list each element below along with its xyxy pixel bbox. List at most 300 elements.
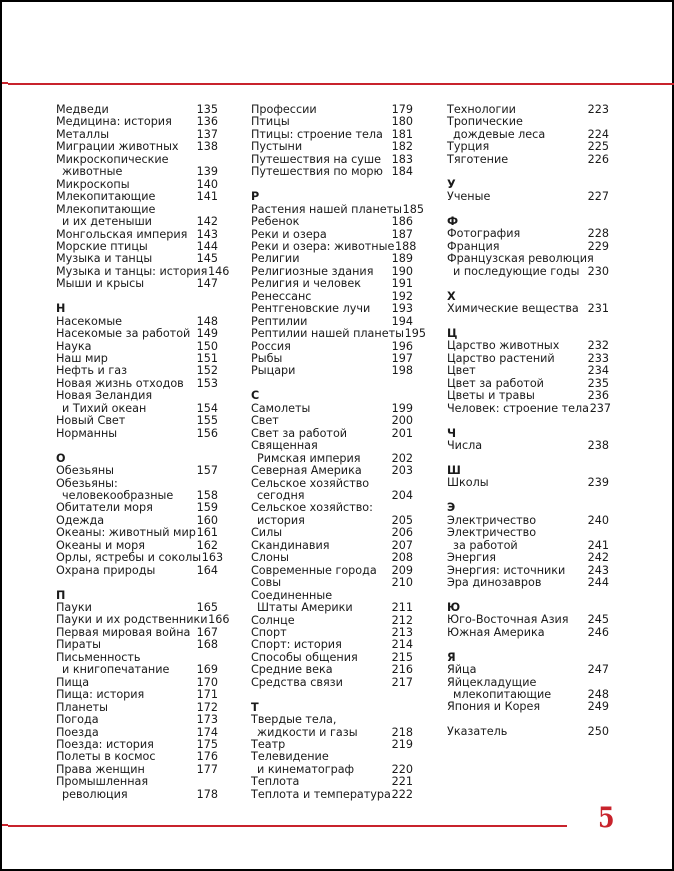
entry-page-number: 163 xyxy=(201,551,224,565)
entry-title: Миграции животных xyxy=(56,140,179,154)
toc-entry xyxy=(56,428,218,440)
entry-page-number: 196 xyxy=(391,339,413,353)
entry-page-number: 231 xyxy=(587,302,609,316)
entry-title: Первая мировая война xyxy=(56,625,191,639)
entry-title: Числа xyxy=(447,439,483,453)
entry-page-number: 204 xyxy=(391,488,413,502)
entry-title: Птицы xyxy=(251,115,290,129)
entry-page-number: 198 xyxy=(391,364,413,378)
entry-title: Океаны: животный мир xyxy=(56,526,196,540)
toc-section xyxy=(447,502,609,589)
entry-page-number: 200 xyxy=(391,414,413,428)
section-letter: Ч xyxy=(447,426,457,440)
entry-title: Пираты xyxy=(56,638,101,652)
entry-title: Планеты xyxy=(56,700,108,714)
toc-section xyxy=(56,103,230,291)
entry-title: Телевидение xyxy=(251,750,329,764)
entry-page-number: 239 xyxy=(587,476,609,490)
entry-title: Самолеты xyxy=(251,401,311,415)
entry-page-number: 172 xyxy=(196,700,218,714)
entry-page-number: 243 xyxy=(587,563,609,577)
entry-page-number: 179 xyxy=(391,103,413,116)
toc-section xyxy=(251,190,426,378)
entry-title: Пауки и их родственники xyxy=(56,613,208,627)
entry-page-number: 149 xyxy=(196,327,218,341)
entry-page-number: 155 xyxy=(196,414,218,428)
section-letter: Т xyxy=(251,700,259,714)
toc-entry xyxy=(56,689,218,701)
toc-entry xyxy=(447,726,609,738)
entry-title: Свет за работой xyxy=(251,426,348,440)
entry-title: Наука xyxy=(56,339,92,353)
entry-title: Силы xyxy=(251,526,283,540)
entry-title: Рыцари xyxy=(251,364,296,378)
entry-title: Свет xyxy=(251,414,279,428)
section-letter: Н xyxy=(56,302,66,316)
entry-title: Энергия xyxy=(447,551,496,565)
toc-entry xyxy=(56,551,224,565)
entry-title-continued: млекопитающие xyxy=(453,688,552,702)
toc-entry xyxy=(251,552,413,564)
toc-entry xyxy=(56,191,218,203)
entry-title: Пища: история xyxy=(56,688,145,702)
toc-entry xyxy=(251,327,426,341)
entry-page-number: 220 xyxy=(391,762,413,776)
entry-title-continued: животные xyxy=(62,165,123,179)
entry-title: Соединенные xyxy=(251,588,333,602)
toc-section xyxy=(447,104,609,166)
entry-title: Письменность xyxy=(56,650,141,664)
entry-page-number: 157 xyxy=(196,464,218,478)
toc-entry xyxy=(56,465,218,477)
page-number: 5 xyxy=(598,801,615,834)
entry-title: Ребенок xyxy=(251,215,300,229)
entry-title: Пустыни xyxy=(251,140,303,154)
entry-title: Технологии xyxy=(447,103,516,116)
toc-entry xyxy=(447,577,609,589)
entry-page-number: 237 xyxy=(589,401,612,415)
toc-entry xyxy=(447,154,609,166)
entry-page-number: 201 xyxy=(391,426,413,440)
toc-entry xyxy=(447,401,612,415)
toc-entry xyxy=(251,664,413,676)
entry-page-number: 150 xyxy=(196,339,218,353)
toc-entry xyxy=(251,639,413,651)
toc-section xyxy=(251,390,413,689)
entry-page-number: 145 xyxy=(196,252,218,266)
toc-entry xyxy=(56,204,218,229)
toc-entry xyxy=(251,478,413,503)
entry-title: Средства связи xyxy=(251,675,343,689)
entry-page-number: 203 xyxy=(391,464,413,478)
toc-entry xyxy=(56,390,218,415)
entry-page-number: 193 xyxy=(391,302,413,316)
entry-page-number: 225 xyxy=(587,140,609,154)
contents-column-1 xyxy=(56,103,230,814)
entry-page-number: 230 xyxy=(587,264,609,278)
toc-entry xyxy=(56,415,218,427)
entry-page-number: 233 xyxy=(587,351,609,365)
entry-title: Электричество xyxy=(447,526,537,540)
entry-page-number: 223 xyxy=(587,103,609,116)
section-letter: П xyxy=(56,588,66,602)
entry-title: Солнце xyxy=(251,613,295,627)
section-letter: О xyxy=(56,451,66,465)
entry-title: Цветы и травы xyxy=(447,389,535,403)
entry-page-number: 226 xyxy=(587,152,609,166)
toc-section xyxy=(447,465,609,490)
entry-title: Теплота и температура xyxy=(251,787,391,801)
entry-page-number: 136 xyxy=(196,115,218,129)
entry-title: Теплота xyxy=(251,775,300,789)
toc-section xyxy=(447,291,609,316)
entry-title: Микроскопы xyxy=(56,177,130,191)
entry-title: Новая Зеландия xyxy=(56,389,153,403)
entry-title: Пища xyxy=(56,675,90,689)
entry-title-continued: сегодня xyxy=(257,488,305,502)
entry-title: Млекопитающие xyxy=(56,202,156,216)
entry-page-number: 214 xyxy=(391,638,413,652)
entry-title-continued: история xyxy=(257,513,305,527)
toc-entry xyxy=(56,565,218,577)
entry-page-number: 144 xyxy=(196,239,218,253)
entry-title: Ренессанс xyxy=(251,289,312,303)
entry-page-number: 177 xyxy=(196,762,218,776)
toc-entry xyxy=(447,677,609,702)
entry-title: Россия xyxy=(251,339,291,353)
section-letter: Ш xyxy=(447,463,461,477)
entry-title: Медведи xyxy=(56,103,109,116)
toc-entry xyxy=(447,627,609,639)
entry-title: Электричество xyxy=(447,513,537,527)
entry-title: Яйца xyxy=(447,663,477,677)
toc-entry xyxy=(56,478,218,503)
entry-page-number: 210 xyxy=(391,576,413,590)
entry-title-continued: и их детеныши xyxy=(62,215,152,229)
toc-section xyxy=(251,702,413,802)
entry-title: Орлы, ястребы и соколы xyxy=(56,551,202,565)
toc-entry xyxy=(447,303,609,315)
entry-page-number: 152 xyxy=(196,364,218,378)
entry-title-continued: и книгопечатание xyxy=(62,663,170,677)
entry-page-number: 228 xyxy=(587,227,609,241)
toc-entry xyxy=(251,303,413,315)
entry-title: Обезьяны: xyxy=(56,476,118,490)
entry-title-continued: Римская империя xyxy=(257,451,361,465)
toc-section xyxy=(447,327,612,415)
entry-page-number: 248 xyxy=(587,688,609,702)
entry-page-number: 164 xyxy=(196,563,218,577)
toc-entry xyxy=(251,751,413,776)
entry-page-number: 146 xyxy=(208,264,230,278)
entry-title: Указатель xyxy=(447,725,508,739)
entry-title: Рыбы xyxy=(251,352,283,366)
entry-title: Наш мир xyxy=(56,352,108,366)
toc-entry xyxy=(447,191,609,203)
entry-title: Религиозные здания xyxy=(251,264,374,278)
toc-entry xyxy=(251,789,413,801)
entry-title: Музыка и танцы: история xyxy=(56,264,208,278)
toc-entry xyxy=(251,590,413,615)
entry-title: Фотография xyxy=(447,227,521,241)
entry-page-number: 151 xyxy=(196,352,218,366)
entry-title: Одежда xyxy=(56,513,105,527)
entry-page-number: 227 xyxy=(587,190,609,204)
entry-page-number: 247 xyxy=(587,663,609,677)
entry-title: Реки и озера xyxy=(251,227,327,241)
toc-entry xyxy=(56,639,218,651)
toc-entry xyxy=(251,253,413,265)
entry-page-number: 142 xyxy=(196,215,218,229)
toc-entry xyxy=(251,527,413,539)
toc-entry xyxy=(251,141,413,153)
entry-page-number: 217 xyxy=(391,675,413,689)
section-letter: У xyxy=(447,177,456,191)
toc-section xyxy=(447,428,609,453)
entry-title: Насекомые за работой xyxy=(56,327,191,341)
entry-page-number: 218 xyxy=(391,725,413,739)
entry-title: Полеты в космос xyxy=(56,750,156,764)
entry-page-number: 224 xyxy=(587,127,609,141)
entry-page-number: 175 xyxy=(196,738,218,752)
entry-title: Нефть и газ xyxy=(56,364,128,378)
entry-title: Религии xyxy=(251,252,300,266)
toc-entry xyxy=(251,278,413,290)
entry-title: Современные города xyxy=(251,563,377,577)
entry-page-number: 148 xyxy=(196,314,218,328)
entry-title-continued: и кинематограф xyxy=(257,762,355,776)
entry-page-number: 154 xyxy=(196,401,218,415)
entry-title: Рептилии нашей планеты xyxy=(251,327,404,341)
entry-title: Реки и озера: животные xyxy=(251,239,395,253)
entry-page-number: 176 xyxy=(196,750,218,764)
entry-title: Эра динозавров xyxy=(447,576,542,589)
entry-page-number: 206 xyxy=(391,526,413,540)
entry-title: Медицина: история xyxy=(56,115,172,129)
toc-entry xyxy=(56,328,218,340)
entry-page-number: 182 xyxy=(391,140,413,154)
toc-entry xyxy=(447,477,609,489)
entry-page-number: 216 xyxy=(391,663,413,677)
entry-page-number: 219 xyxy=(391,738,413,752)
toc-entry xyxy=(251,465,413,477)
entry-title: Царство растений xyxy=(447,351,555,365)
toc-entry xyxy=(251,440,413,465)
entry-title-continued: за работой xyxy=(453,538,518,552)
toc-section xyxy=(447,652,609,714)
entry-title-continued: и Тихий океан xyxy=(62,401,147,415)
entry-page-number: 207 xyxy=(391,538,413,552)
entry-page-number: 137 xyxy=(196,127,218,141)
entry-page-number: 178 xyxy=(196,787,218,801)
entry-title-continued: жидкости и газы xyxy=(257,725,358,739)
entry-title-continued: Штаты Америки xyxy=(257,601,353,615)
entry-page-number: 242 xyxy=(587,551,609,565)
entry-title: Металлы xyxy=(56,127,110,141)
entry-page-number: 213 xyxy=(391,625,413,639)
section-letter: Х xyxy=(447,289,456,303)
entry-title: Океаны и моря xyxy=(56,538,145,552)
toc-entry xyxy=(251,216,413,228)
entry-title: Театр xyxy=(251,738,286,752)
toc-entry xyxy=(56,154,218,179)
entry-page-number: 202 xyxy=(391,451,413,465)
entry-title-continued: революция xyxy=(62,787,128,801)
entry-page-number: 166 xyxy=(208,613,230,627)
toc-entry xyxy=(447,552,609,564)
toc-section xyxy=(447,216,609,278)
entry-page-number: 169 xyxy=(196,663,218,677)
toc-entry xyxy=(251,677,413,689)
entry-page-number: 141 xyxy=(196,190,218,204)
entry-title: Охрана природы xyxy=(56,563,156,577)
entry-title: Способы общения xyxy=(251,650,358,664)
entry-title: Средние века xyxy=(251,663,333,677)
entry-page-number: 245 xyxy=(587,613,609,627)
entry-page-number: 158 xyxy=(196,488,218,502)
entry-page-number: 165 xyxy=(196,601,218,615)
entry-page-number: 181 xyxy=(391,127,413,141)
entry-page-number: 161 xyxy=(196,526,218,540)
entry-page-number: 188 xyxy=(394,239,417,253)
entry-title: Монгольская империя xyxy=(56,227,188,241)
toc-entry xyxy=(447,365,609,377)
entry-title: Турция xyxy=(447,140,490,154)
entry-page-number: 232 xyxy=(587,339,609,353)
entry-page-number: 167 xyxy=(196,625,218,639)
entry-page-number: 173 xyxy=(196,713,218,727)
toc-section xyxy=(56,451,224,578)
entry-title: Морские птицы xyxy=(56,239,148,253)
entry-title: Путешествия по морю xyxy=(251,165,383,179)
toc-entry xyxy=(251,714,413,739)
entry-title: Юго-Восточная Азия xyxy=(447,613,569,627)
entry-title: Ученые xyxy=(447,190,491,204)
entry-title: Цвет xyxy=(447,364,476,378)
entry-page-number: 212 xyxy=(391,613,413,627)
toc-entry xyxy=(447,390,609,402)
entry-page-number: 250 xyxy=(587,725,609,739)
toc-entry xyxy=(251,166,413,178)
toc-section xyxy=(447,602,609,639)
entry-page-number: 135 xyxy=(196,103,218,116)
entry-page-number: 192 xyxy=(391,289,413,303)
entry-title: Пауки xyxy=(56,601,92,615)
section-letter: Ю xyxy=(447,600,461,614)
entry-title: Энергия: источники xyxy=(447,563,566,577)
entry-page-number: 174 xyxy=(196,725,218,739)
entry-title: Скандинавия xyxy=(251,538,330,552)
toc-entry xyxy=(56,652,218,677)
entry-title: Обитатели моря xyxy=(56,501,153,515)
entry-page-number: 189 xyxy=(391,252,413,266)
entry-page-number: 143 xyxy=(196,227,218,241)
toc-entry xyxy=(447,116,609,141)
section-letter: Я xyxy=(447,650,456,664)
entry-title: Растения нашей планеты xyxy=(251,202,403,216)
entry-title: Поезда xyxy=(56,725,99,739)
toc-entry xyxy=(56,278,218,290)
toc-entry xyxy=(251,415,413,427)
entry-page-number: 240 xyxy=(587,513,609,527)
entry-page-number: 246 xyxy=(587,625,609,639)
toc-entry xyxy=(447,440,609,452)
entry-title: Царство животных xyxy=(447,339,560,353)
entry-page-number: 190 xyxy=(391,264,413,278)
entry-title: Спорт: история xyxy=(251,638,342,652)
entry-title: Священная xyxy=(251,439,318,453)
entry-page-number: 197 xyxy=(391,352,413,366)
entry-title: Профессии xyxy=(251,103,317,116)
section-letter: С xyxy=(251,389,260,403)
entry-title: Микроскопические xyxy=(56,152,169,166)
entry-title: Новая жизнь отходов xyxy=(56,376,184,390)
toc-entry xyxy=(56,141,218,153)
entry-title: Права женщин xyxy=(56,762,145,776)
entry-title: Южная Америка xyxy=(447,625,545,639)
entry-page-number: 222 xyxy=(391,787,413,801)
entry-page-number: 241 xyxy=(587,538,609,552)
entry-title: Рентгеновские лучи xyxy=(251,302,371,316)
entry-page-number: 215 xyxy=(391,650,413,664)
entry-title: Тропические xyxy=(447,115,523,129)
toc-entry xyxy=(447,527,609,552)
entry-page-number: 170 xyxy=(196,675,218,689)
entry-page-number: 183 xyxy=(391,152,413,166)
entry-page-number: 171 xyxy=(196,688,218,702)
entry-title: Обезьяны xyxy=(56,464,115,478)
entry-title: Французская революция xyxy=(447,252,594,266)
section-letter: Э xyxy=(447,501,456,515)
entry-title: Сельское хозяйство xyxy=(251,476,370,490)
toc-entry xyxy=(56,714,218,726)
entry-title: Путешествия на суше xyxy=(251,152,381,166)
entry-page-number: 160 xyxy=(196,513,218,527)
entry-title: Цвет за работой xyxy=(447,376,544,390)
entry-page-number: 138 xyxy=(196,140,218,154)
entry-title-continued: дождевые леса xyxy=(453,127,546,141)
entry-title: Яйцекладущие xyxy=(447,675,537,689)
entry-title: Промышленная xyxy=(56,775,149,789)
entry-title: Сельское хозяйство: xyxy=(251,501,373,515)
entry-title: Поезда: история xyxy=(56,738,154,752)
entry-page-number: 153 xyxy=(196,376,218,390)
entry-page-number: 235 xyxy=(587,376,609,390)
entry-page-number: 185 xyxy=(402,202,425,216)
entry-page-number: 209 xyxy=(391,563,413,577)
entry-page-number: 162 xyxy=(196,538,218,552)
entry-page-number: 180 xyxy=(391,115,413,129)
entry-page-number: 211 xyxy=(391,601,413,615)
entry-title: Новый Свет xyxy=(56,414,126,428)
entry-page-number: 147 xyxy=(196,277,218,291)
entry-title: Мыши и крысы xyxy=(56,277,145,291)
toc-section xyxy=(56,588,230,802)
entry-page-number: 205 xyxy=(391,513,413,527)
section-letter: Р xyxy=(251,190,260,204)
entry-page-number: 191 xyxy=(391,277,413,291)
entry-title: Насекомые xyxy=(56,314,123,328)
section-letter: Ц xyxy=(447,327,458,341)
entry-title: Птицы: строение тела xyxy=(251,127,383,141)
entry-title-continued: и последующие годы xyxy=(453,264,580,278)
entry-title: Спорт xyxy=(251,625,287,639)
entry-title: Твердые тела, xyxy=(251,713,337,727)
entry-page-number: 168 xyxy=(196,638,218,652)
toc-entry xyxy=(56,527,218,539)
toc-entry xyxy=(56,776,218,801)
entry-title: Рептилии xyxy=(251,314,308,328)
